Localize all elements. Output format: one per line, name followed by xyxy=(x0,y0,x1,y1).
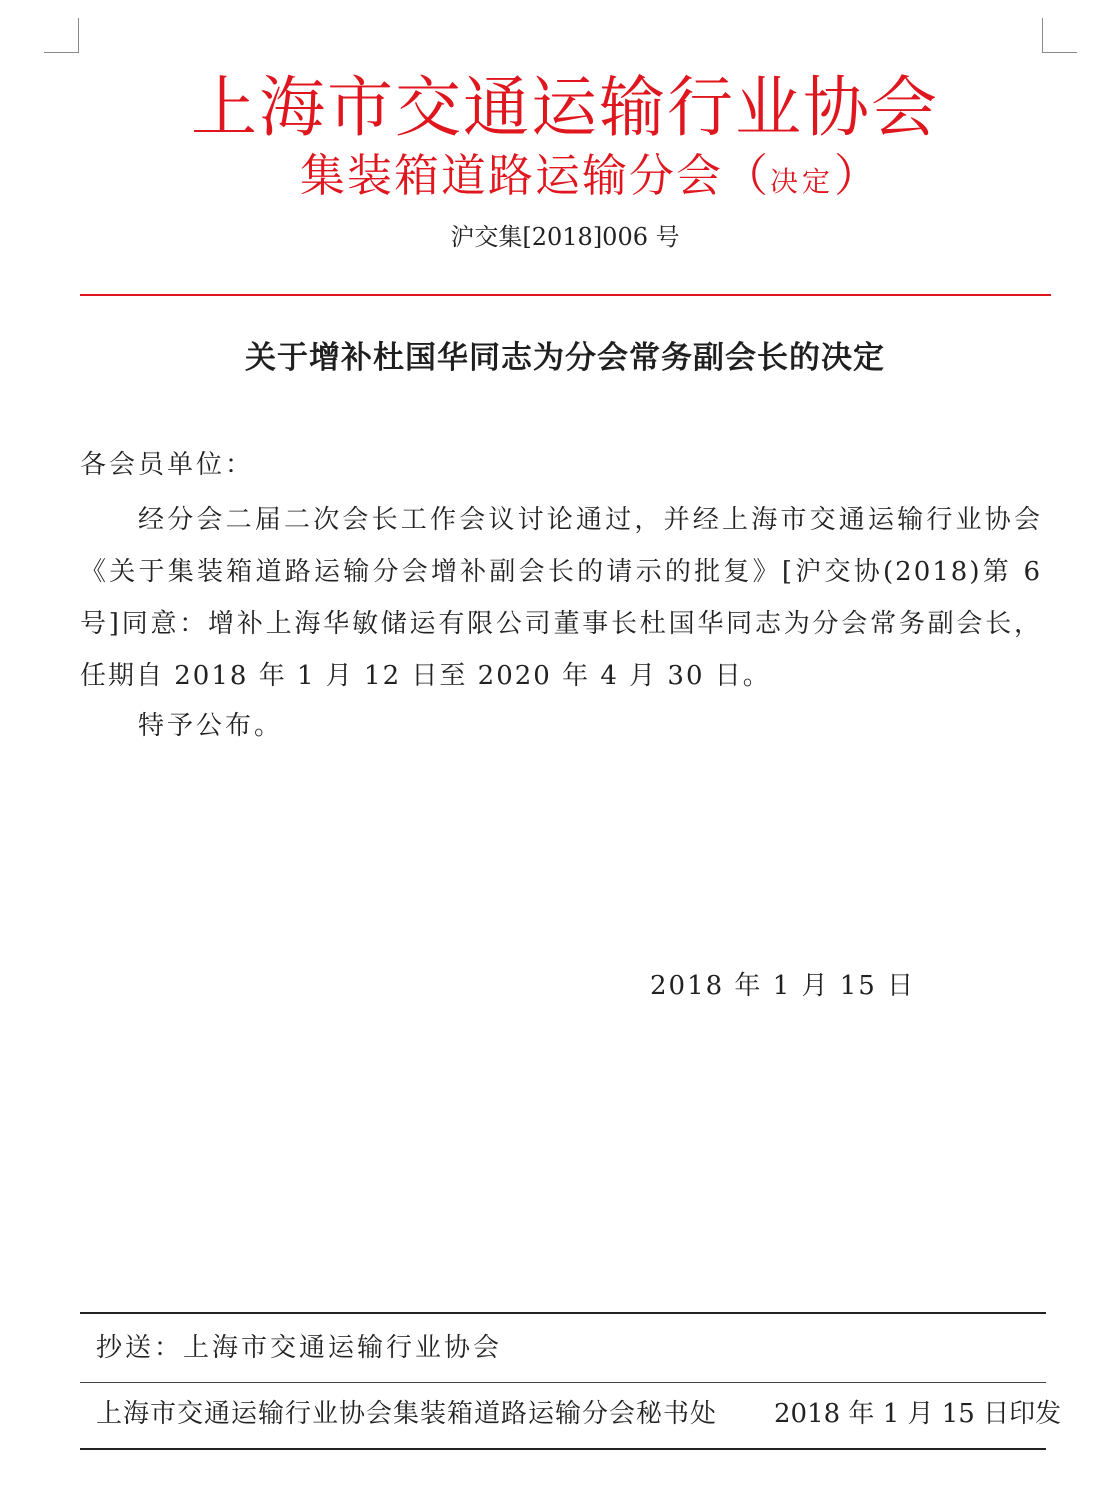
letterhead-branch-name: 集装箱道路运输分会 xyxy=(300,149,724,202)
letterhead-org-name: 上海市交通运输行业协会 xyxy=(191,69,939,146)
footer-top-rule xyxy=(80,1312,1046,1314)
letterhead-paren-close: ） xyxy=(834,149,882,202)
letterhead-paren-open: （ xyxy=(723,149,771,202)
signature-date: 2018 年 1 月 15 日 xyxy=(650,971,916,1001)
footer-issue-date: 2018 年 1 月 15 日印发 xyxy=(774,1399,1062,1429)
letterhead-red-divider xyxy=(80,294,1051,296)
body-paragraph: 经分会二届二次会长工作会议讨论通过，并经上海市交通运输行业协会《关于集装箱道路运输分会增补副会长的请示的批复》[沪交协(2018)第 6 号]同意：增补上海华敏储运有限公司董事长杜国华同志为分会常务副会长，任期自 2018 年 1 月 12 日至 2020 年 4 月 30 日。 xyxy=(80,505,1042,691)
footer-issuer: 上海市交通运输行业协会集装箱道路运输分会秘书处 xyxy=(96,1399,718,1429)
footer-cc-line: 抄送：上海市交通运输行业协会 xyxy=(96,1333,503,1363)
document-title: 关于增补杜国华同志为分会常务副会长的决定 xyxy=(245,340,885,376)
closing-statement: 特予公布。 xyxy=(138,711,284,741)
crop-mark-top-right xyxy=(1042,18,1077,53)
document-number: 沪交集[2018]006 号 xyxy=(450,223,680,251)
footer-middle-rule xyxy=(80,1382,1046,1383)
footer-bottom-rule xyxy=(80,1448,1046,1450)
salutation: 各会员单位： xyxy=(80,450,255,480)
letterhead-doc-type: 决定 xyxy=(770,165,835,198)
letterhead-branch-line xyxy=(300,146,881,212)
crop-mark-top-left xyxy=(44,18,79,53)
